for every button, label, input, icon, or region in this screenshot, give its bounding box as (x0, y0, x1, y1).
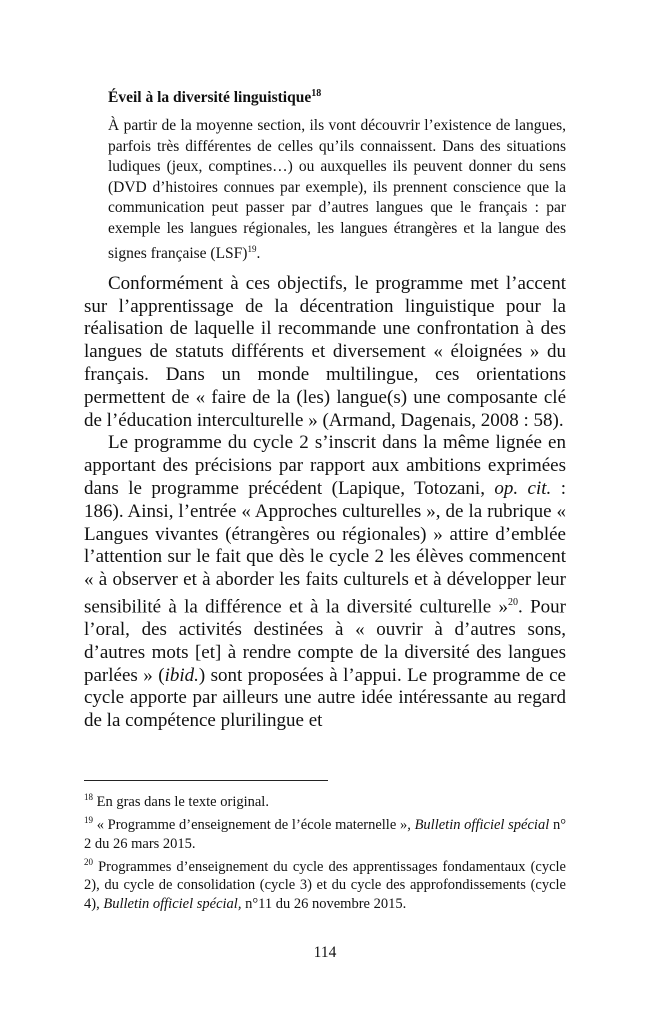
page-body (84, 84, 566, 733)
para2-italic-a: op. cit. (494, 477, 552, 499)
paragraph-1: Conformément à ces objectifs, le programme met l’accent sur l’apprentissage de la décentration linguistique pour la réalisation de laquelle il recommande une confrontation à des langues de statuts différents et diversement « éloignées » du français. Dans un monde multilingue, ces orientations permettent de « faire de la (les) langue(s) une composante clé de l’éducation interculturelle » (Armand, Dagenais, 2008 : 58). (84, 272, 566, 431)
footnote-20 (84, 853, 566, 913)
quote-text (108, 116, 566, 265)
footnote-text: En gras dans le texte original. (93, 793, 269, 810)
main-text (84, 273, 566, 733)
footnote-number: 20 (84, 857, 93, 868)
quote-heading-text: Éveil à la diversité linguistique (108, 89, 312, 107)
quote-heading (108, 84, 566, 108)
para2-part-b: : 186). Ainsi, l’entrée « Approches culturelles », de la rubrique « Langues vivantes (étrangères ou régionales) » attire d’emblée l’attention sur le fait que dès le cycle 2 les élèves commencent « à observer et à aborder les faits culturels et à développer leur sensibilité à la différence et à la diversité culturelle » (84, 477, 566, 618)
quote-body: À partir de la moyenne section, ils vont découvrir l’existence de langues, parfois très différentes de celles qu’ils connaissent. Dans des situations ludiques (jeux, comptines…) ou auxquelles ils peuvent donner du sens (DVD d’histoires connues par exemple), ils prennent conscience que la communication peut passer par d’autres langues que le français : par exemple les langues régionales, les langues étrangères et la langue des signes française (LSF) (108, 117, 566, 263)
paragraph-2 (84, 432, 566, 733)
quote-end: . (256, 245, 261, 263)
quoted-block (108, 84, 566, 265)
para2-part-d: ) sont proposées à l’appui. Le programme de ce cycle apporte par ailleurs une autre idée intéressante au regard de la compétence plurilingue et (84, 664, 566, 732)
footnote-text: « Programme d’enseignement de l’école maternelle », (93, 817, 415, 834)
footnote-ref-19: 19 (247, 244, 257, 255)
footnote-divider (84, 780, 328, 781)
footnote-19 (84, 811, 566, 853)
footnote-number: 19 (84, 815, 93, 826)
footnote-number: 18 (84, 792, 93, 802)
footnote-italic: Bulletin officiel spécial, (103, 895, 242, 912)
page-number: 114 (313, 944, 337, 961)
footnote-tail: n°11 du 26 novembre 2015. (241, 895, 407, 912)
footnote-italic: Bulletin officiel spécial (414, 817, 550, 834)
footnote-text: Programmes d’enseignement du cycle des apprentissages fondamentaux (cycle 2), du cycle de consolidation (cycle 3) et du cycle des approfondissements (cycle 4), (84, 858, 566, 912)
footnote-18 (84, 788, 566, 811)
footnote-ref-18: 18 (311, 88, 322, 99)
para2-part-c: . Pour l’oral, des activités destinées à « ouvrir à d’autres sons, d’autres mots [et] à rendre compte de la diversité des langues parlées » ( (84, 596, 566, 686)
para2-part-a: Le programme du cycle 2 s’inscrit dans la même lignée en apportant des précisions par rapport aux ambitions exprimées dans le programme précédent (Lapique, Totozani, (84, 432, 566, 499)
footnotes (84, 788, 566, 913)
para2-italic-c: ibid. (164, 664, 199, 686)
footnote-tail: n° 2 du 26 mars 2015. (84, 817, 566, 852)
footnote-ref-20: 20 (508, 596, 519, 608)
